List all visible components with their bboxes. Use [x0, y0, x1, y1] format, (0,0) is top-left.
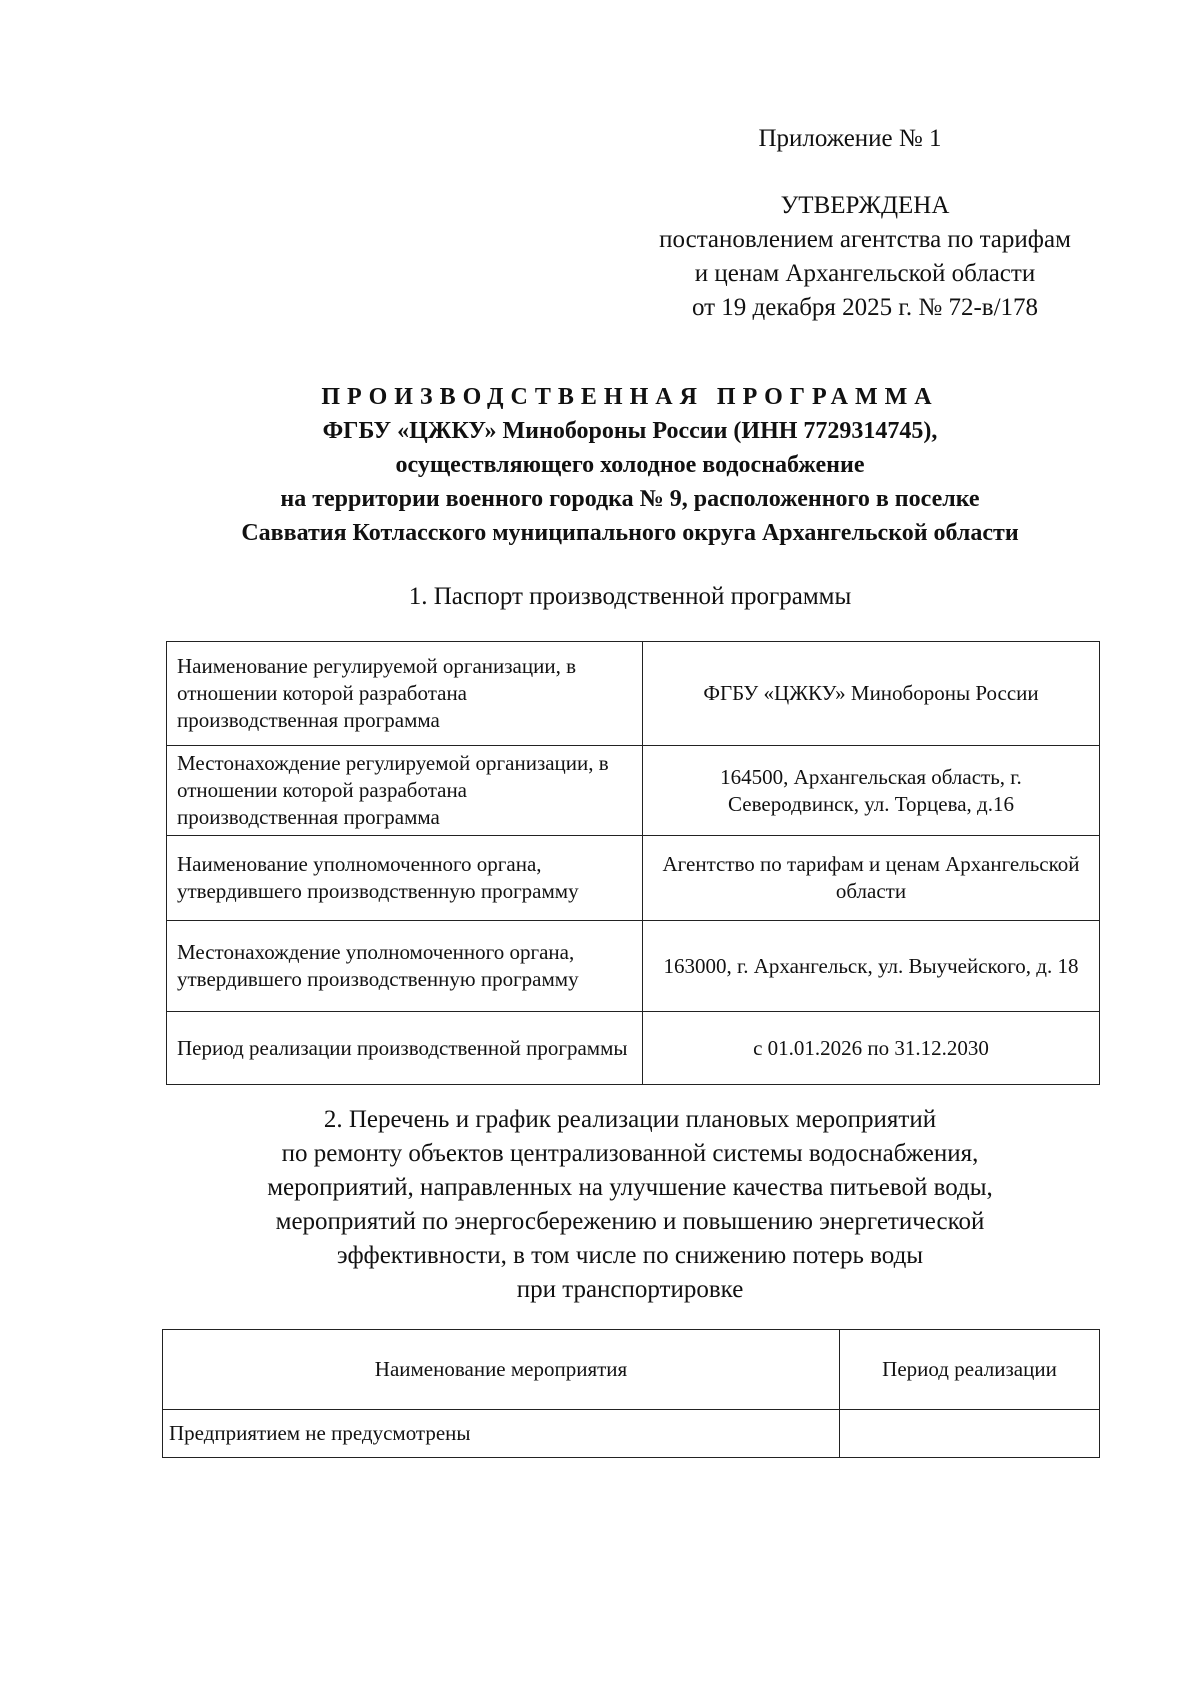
table-row: [167, 921, 1100, 1012]
document-title: [100, 380, 1160, 550]
passport-table: [166, 641, 1100, 1085]
table-row: [163, 1410, 1100, 1458]
passport-value: 164500, Архангельская область, г. Северодвинск, ул. Торцева, д.16: [643, 746, 1100, 836]
title-heading: ПРОИЗВОДСТВЕННАЯ ПРОГРАММА: [321, 384, 939, 410]
activity-cell: Предприятием не предусмотрены: [163, 1410, 840, 1458]
table-row: [167, 746, 1100, 836]
passport-value: Агентство по тарифам и ценам Архангельской области: [643, 836, 1100, 921]
period-cell: [840, 1410, 1100, 1458]
section2-heading-line: 2. Перечень и график реализации плановых мероприятий: [323, 1106, 937, 1133]
passport-value: ФГБУ «ЦЖКУ» Минобороны России: [643, 642, 1100, 746]
title-line: ФГБУ «ЦЖКУ» Минобороны России (ИНН 7729314745),: [322, 418, 938, 444]
approval-line: постановлением агентства по тарифам: [659, 226, 1071, 253]
title-line: на территории военного городка № 9, расположенного в поселке: [280, 486, 980, 512]
appendix-label: Приложение № 1: [758, 125, 942, 152]
passport-value: 163000, г. Архангельск, ул. Выучейского, д. 18: [643, 921, 1100, 1012]
table-header-row: [163, 1330, 1100, 1410]
passport-label: Местонахождение регулируемой организации, в отношении которой разработана производственная программа: [167, 746, 643, 836]
table-row: [167, 1012, 1100, 1085]
approval-line: и ценам Архангельской области: [694, 260, 1036, 287]
table-row: [167, 836, 1100, 921]
section2-heading-line: эффективности, в том числе по снижению потерь воды: [336, 1242, 924, 1269]
section1-heading: [100, 580, 1160, 614]
approved-stamp-text: УТВЕРЖДЕНА: [780, 192, 950, 219]
section2-heading-line: по ремонту объектов централизованной системы водоснабжения,: [281, 1140, 979, 1167]
section2-heading-line: мероприятий по энергосбережению и повышению энергетической: [275, 1208, 985, 1235]
passport-value: с 01.01.2026 по 31.12.2030: [643, 1012, 1100, 1085]
section1-heading-text: 1. Паспорт производственной программы: [408, 583, 852, 610]
table-row: [167, 642, 1100, 746]
column-header-activity: Наименование мероприятия: [163, 1330, 840, 1410]
section2-heading-line: при транспортировке: [516, 1276, 744, 1303]
approval-date-line: от 19 декабря 2025 г. № 72-в/178: [691, 294, 1039, 321]
passport-label: Местонахождение уполномоченного органа, утвердившего производственную программу: [167, 921, 643, 1012]
approval-block: [630, 189, 1100, 325]
column-header-period: Период реализации: [840, 1330, 1100, 1410]
title-line: осуществляющего холодное водоснабжение: [395, 452, 865, 478]
section2-heading: [100, 1103, 1160, 1307]
activities-table: [162, 1329, 1100, 1458]
passport-label: Период реализации производственной программы: [167, 1012, 643, 1085]
passport-label: Наименование уполномоченного органа, утвердившего производственную программу: [167, 836, 643, 921]
passport-label: Наименование регулируемой организации, в отношении которой разработана производственная программа: [167, 642, 643, 746]
section2-heading-line: мероприятий, направленных на улучшение качества питьевой воды,: [267, 1174, 993, 1201]
title-line: Савватия Котласского муниципального округа Архангельской области: [241, 520, 1019, 546]
